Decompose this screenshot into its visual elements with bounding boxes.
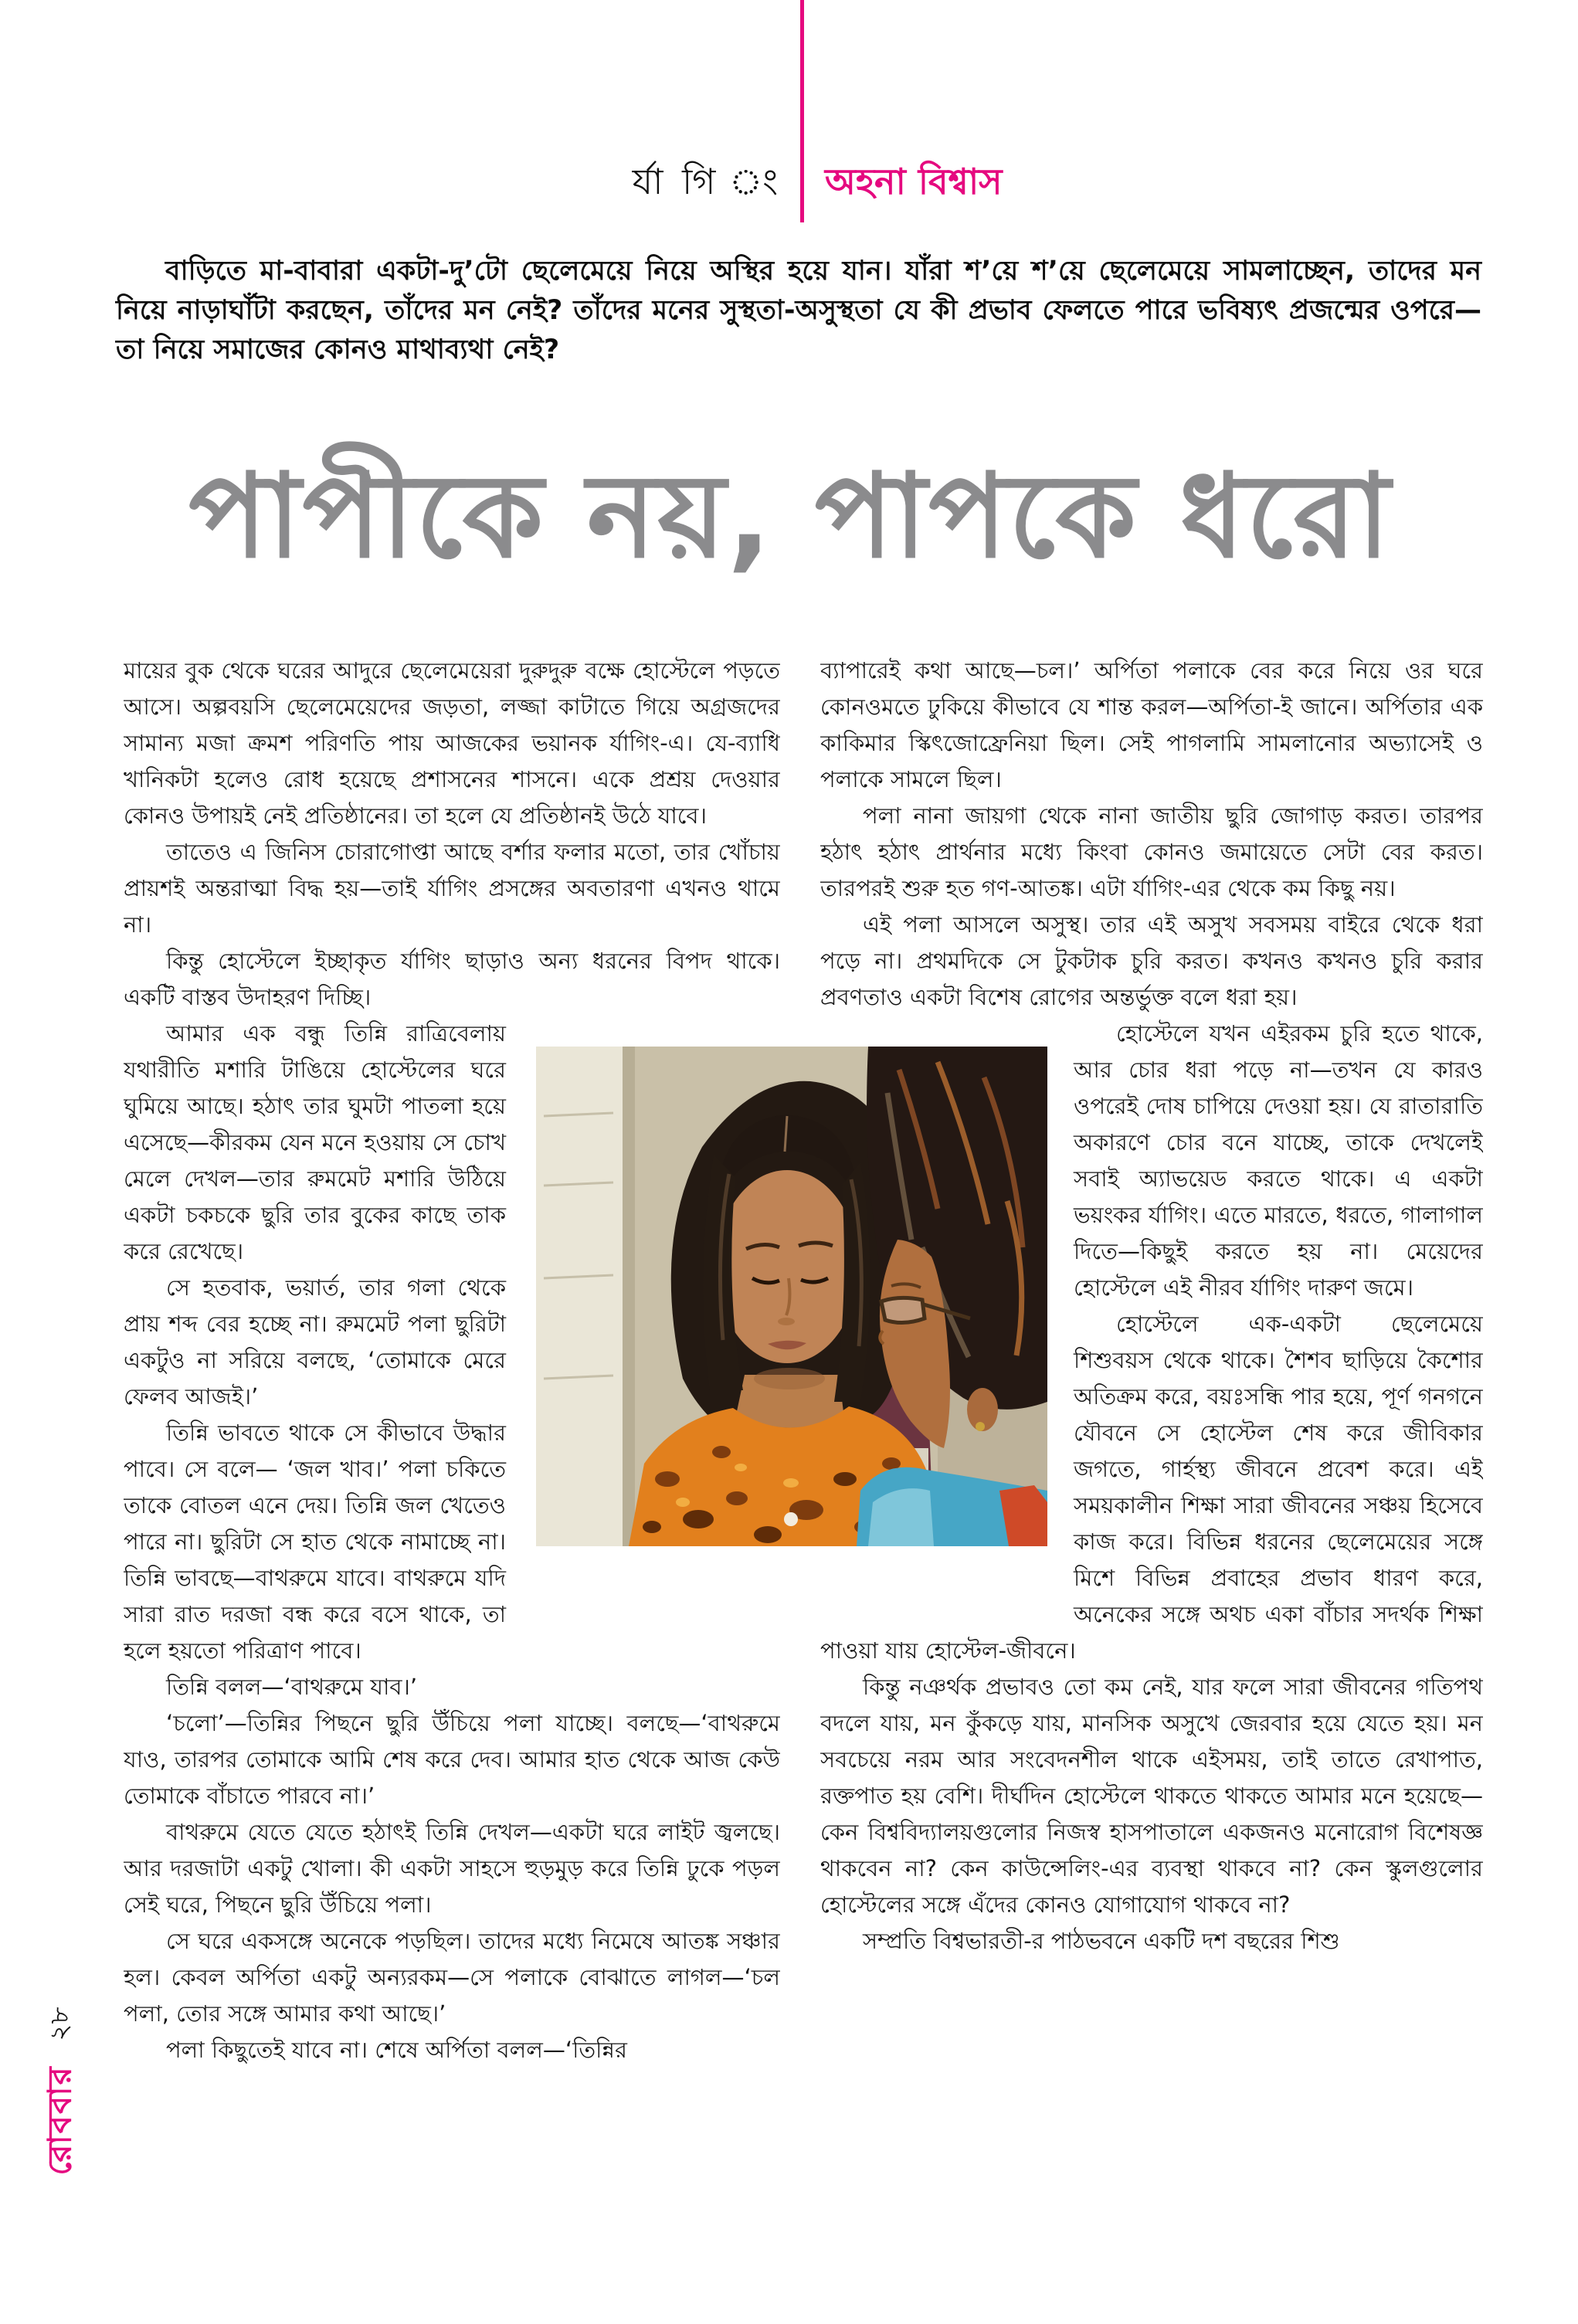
body-paragraph: সম্প্রতি বিশ্বভারতী-র পাঠভবনে একটি দশ বছরের শিশু: [863, 1928, 1340, 1954]
header-divider-rule: [800, 0, 804, 222]
standfirst: বাড়িতে মা-বাবারা একটা-দু’টো ছেলেমেয়ে নিয়ে অস্থির হয়ে যান। যাঁরা শ’য়ে শ’য়ে ছেলেমেয়ে সামলাচ্ছেন, তাদের মন নিয়ে নাড়াঘাঁটা করছেন, তাঁদের মন নেই? তাঁদের মনের সুস্থতা-অসুস্থতা যে কী প্রভাব ফেলতে পারে ভবিষ্যৎ প্রজন্মের ওপরে—তা নিয়ে সমাজের কোনও মাথাব্যথা নেই?: [116, 256, 1481, 365]
body-paragraph: এই পলা আসলে অসুস্থ। তার এই অসুখ সবসময় বাইরে থেকে ধরা পড়ে না। প্রথমদিকে সে টুকটাক চুরি করত। কখনও কখনও চুরি করার প্রবণতাও একটা বিশেষ রোগের অন্তর্ভুক্ত বলে ধরা হয়।: [820, 911, 1483, 1010]
body-paragraph: কিন্তু হোস্টেলে ইচ্ছাকৃত র্যাগিং ছাড়াও অন্য ধরনের বিপদ থাকে। একটি বাস্তব উদাহরণ দিচ্ছি।: [124, 948, 780, 1010]
body-paragraph: সে ঘরে একসঙ্গে অনেকে পড়ছিল। তাদের মধ্যে নিমেষে আতঙ্ক সঞ্চার হল। কেবল অর্পিতা একটু অন্যরকম—সে পলাকে বোঝাতে লাগল—‘চল পলা, তোর সঙ্গে আমার কথা আছে।’: [124, 1928, 780, 2027]
body-paragraph: তাতেও এ জিনিস চোরাগোপ্তা আছে বর্শার ফলার মতো, তার খোঁচায় প্রায়শই অন্তরাত্মা বিদ্ধ হয়—তাই র্যাগিং প্রসঙ্গের অবতারণা এখনও থামে না।: [124, 839, 780, 938]
body-paragraph: তিন্নি বলল—‘বাথরুমে যাব।’: [166, 1674, 418, 1700]
body-paragraph: কিন্তু নঞর্থক প্রভাবও তো কম নেই, যার ফলে সারা জীবনের গতিপথ বদলে যায়, মন কুঁকড়ে যায়, মানসিক অসুখে জেরবার হয়ে যেতে হয়। মন সবচেয়ে নরম আর সংবেদনশীল থাকে এইসময়, তাই তাতে রেখাপাত, রক্তপাত হয় বেশি। দীর্ঘদিন হোস্টেলে থাকতে থাকতে আমার মনে হয়েছে—কেন বিশ্ববিদ্যালয়গুলোর নিজস্ব হাসপাতালে একজনও মনোরোগ বিশেষজ্ঞ থাকবেন না? কেন কাউন্সেলিং-এর ব্যবস্থা থাকবে না? কেন স্কুলগুলোর হোস্টেলের সঙ্গে এঁদের কোনও যোগাযোগ থাকবে না?: [820, 1674, 1483, 1918]
body-paragraph: সে হতবাক, ভয়ার্ত, তার গলা থেকে প্রায় শব্দ বের হচ্ছে না। রুমমেট পলা ছুরিটা একটুও না সরিয়ে বলছে, ‘তোমাকে মেরে ফেলব আজই।’: [124, 1274, 506, 1410]
article-title: পাপীকে নয়, পাপকে ধরো: [188, 450, 1392, 584]
body-paragraph: হোস্টেলে যখন এইরকম চুরি হতে থাকে, আর চোর ধরা পড়ে না—তখন যে কারও ওপরেই দোষ চাপিয়ে দেওয়া হয়। যে রাতারাতি অকারণে চোর বনে যাচ্ছে, তাকে দেখলেই সবাই অ্যাভয়েড করতে থাকে। এ একটা ভয়ংকর র্যাগিং। এতে মারতে, ধরতে, গালাগাল দিতে—কিছুই করতে হয় না। মেয়েদের হোস্টেলে এই নীরব র্যাগিং দারুণ জমে।: [1074, 1020, 1483, 1301]
body-paragraph: ‘চলো’—তিন্নির পিছনে ছুরি উঁচিয়ে পলা যাচ্ছে। বলছে—‘বাথরুমে যাও, তারপর তোমাকে আমি শেষ করে দেব। আমার হাত থেকে আজ কেউ তোমাকে বাঁচাতে পারবে না।’: [124, 1710, 780, 1809]
body-paragraph: পলা নানা জায়গা থেকে নানা জাতীয় ছুরি জোগাড় করত। তারপর হঠাৎ হঠাৎ প্রার্থনার মধ্যে কিংবা কোনও জমায়েতে সেটা বের করত। তারপরই শুরু হত গণ-আতঙ্ক। এটা র্যাগিং-এর থেকে কম কিছু নয়।: [820, 802, 1483, 901]
magazine-name: রোববার: [40, 2064, 79, 2176]
section-kicker: র্যা গি ং: [632, 161, 782, 202]
body-paragraph: ব্যাপারেই কথা আছে—চল।’ অর্পিতা পলাকে বের করে নিয়ে ওর ঘরে কোনওমতে ঢুকিয়ে কীভাবে যে শান্ত করল—অর্পিতা-ই জানে। অর্পিতার এক কাকিমার স্কিৎজোফ্রেনিয়া ছিল। সেই পাগলামি সামলানোর অভ্যাসেই ও পলাকে সামলে ছিল।: [820, 657, 1483, 792]
author-name: অহনা বিশ্বাস: [825, 161, 1003, 202]
body-paragraph: তিন্নি ভাবতে থাকে সে কীভাবে উদ্ধার পাবে। সে বলে— ‘জল খাব।’ পলা চকিতে তাকে বোতল এনে দেয়। তিন্নি জল খেতেও পারে না। ছুরিটা সে হাত থেকে নামাচ্ছে না। তিন্নি ভাবছে—বাথরুমে যাবে। বাথরুমে যদি সারা রাত দরজা বন্ধ করে বসে থাকে, তা হলে হয়তো পরিত্রাণ পাবে।: [124, 1420, 506, 1664]
body-paragraph: আমার এক বন্ধু তিন্নি রাত্রিবেলায় যথারীতি মশারি টাঙিয়ে হোস্টেলের ঘরে ঘুমিয়ে আছে। হঠাৎ তার ঘুমটা পাতলা হয়ে এসেছে—কীরকম যেন মনে হওয়ায় সে চোখ মেলে দেখল—তার রুমমেট মশারি উঠিয়ে একটা চকচকে ছুরি তার বুকের কাছে তাক করে রেখেছে।: [124, 1020, 506, 1264]
body-paragraph: পলা কিছুতেই যাবে না। শেষে অর্পিতা বলল—‘তিন্নির: [166, 2037, 627, 2063]
body-paragraph: বাথরুমে যেতে যেতে হঠাৎই তিন্নি দেখল—একটা ঘরে লাইট জ্বলছে। আর দরজাটা একটু খোলা। কী একটা সাহসে হুড়মুড় করে তিন্নি ঢুকে পড়ল সেই ঘরে, পিছনে ছুরি উঁচিয়ে পলা।: [124, 1819, 780, 1918]
page-number: ২৮: [44, 2006, 76, 2041]
body-paragraph: মায়ের বুক থেকে ঘরের আদুরে ছেলেমেয়েরা দুরুদুরু বক্ষে হোস্টেলে পড়তে আসে। অল্পবয়সি ছেলেমেয়েদের জড়তা, লজ্জা কাটাতে গিয়ে অগ্রজদের সামান্য মজা ক্রমশ পরিণতি পায় আজকের ভয়ানক র্যাগিং-এ। যে-ব্যাধি খানিকটা হলেও রোধ হয়েছে প্রশাসনের শাসনে। একে প্রশ্রয় দেওয়ার কোনও উপায়ই নেই প্রতিষ্ঠানের। তা হলে যে প্রতিষ্ঠানই উঠে যাবে।: [124, 657, 780, 829]
body-paragraph: হোস্টেলে এক-একটা ছেলেমেয়ে শিশুবয়স থেকে থাকে। শৈশব ছাড়িয়ে কৈশোর অতিক্রম করে, বয়ঃসন্ধি পার হয়ে, পূর্ণ গনগনে যৌবনে সে হোস্টেল শেষ করে জীবিকার জগতে, গার্হস্থ্য জীবনে প্রবেশ করে। এই সময়কালীন শিক্ষা সারা জীবনের সঞ্চয় হিসেবে কাজ করে। বিভিন্ন ধরনের ছেলেমেয়ের সঙ্গে মিশে বিভিন্ন প্রবাহের প্রভাব ধারণ করে, অনেকের সঙ্গে অথচ একা বাঁচার সদর্থক শিক্ষা পাওয়া যায় হোস্টেল-জীবনে।: [820, 1311, 1483, 1664]
article-photo: [536, 1047, 1047, 1546]
